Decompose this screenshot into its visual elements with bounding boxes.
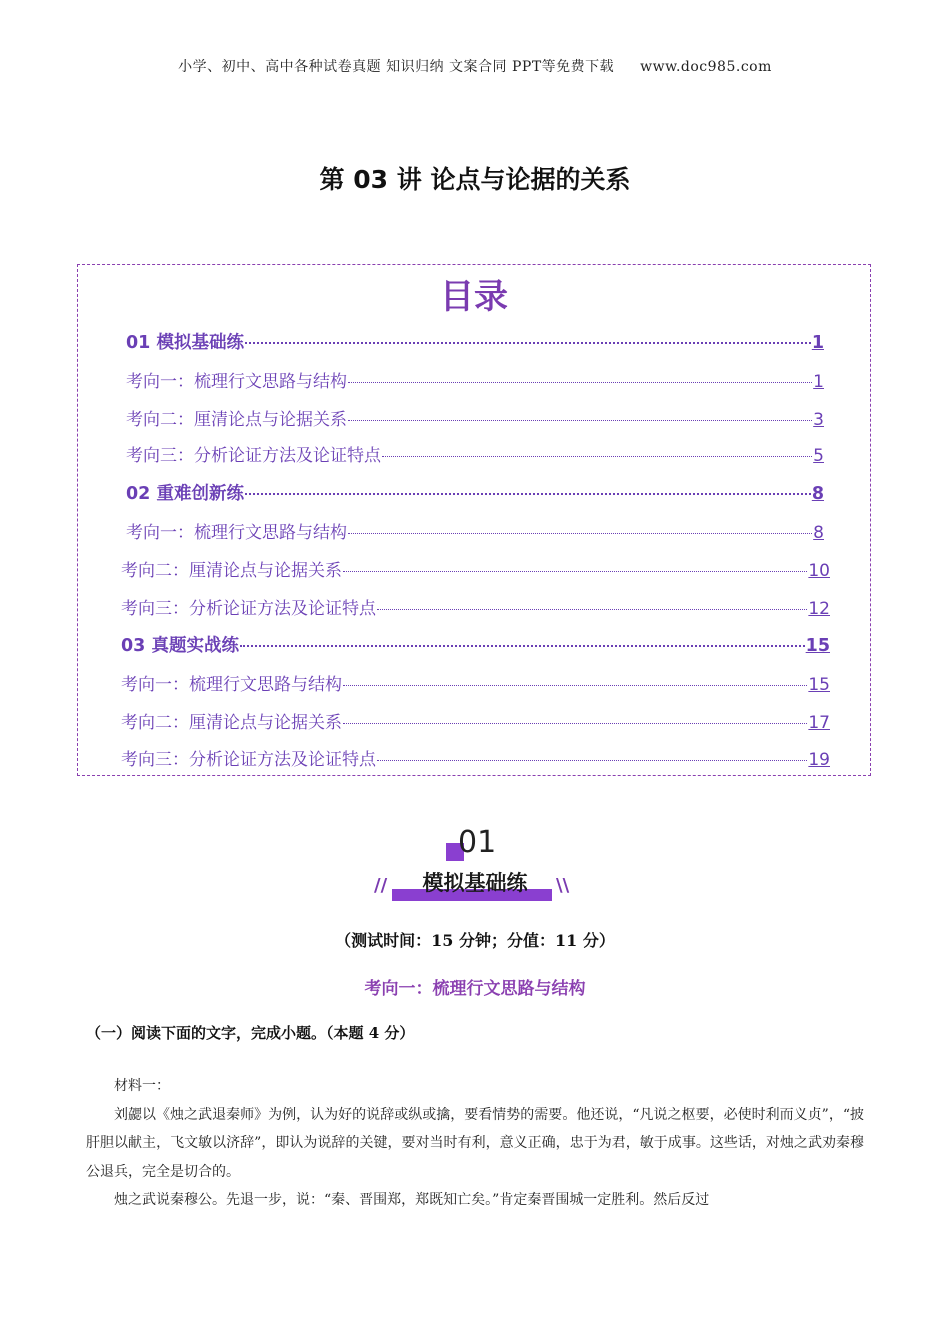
toc-leader bbox=[343, 723, 807, 724]
toc-item[interactable] bbox=[126, 405, 824, 430]
header-text: 小学、初中、高中各种试卷真题 知识归纳 文案合同 PPT等免费下载 bbox=[178, 59, 615, 75]
toc-item[interactable] bbox=[126, 518, 824, 543]
passage-paragraph: 烛之武说秦穆公。先退一步，说：“秦、晋围郑，郑既知亡矣。”肯定秦晋围城一定胜利。然后反过 bbox=[114, 1192, 710, 1209]
toc-label: 03 真题实战练 bbox=[121, 636, 239, 656]
toc-item[interactable] bbox=[121, 556, 830, 581]
subtopic-title: 考向一：梳理行文思路与结构 bbox=[364, 979, 586, 999]
toc-page-number[interactable]: 8 bbox=[811, 484, 824, 504]
section-name: 模拟基础练 bbox=[422, 871, 528, 895]
toc-leader bbox=[348, 382, 812, 383]
toc-page-number[interactable]: 5 bbox=[813, 446, 824, 466]
page-header bbox=[0, 56, 950, 76]
toc-label: 考向三：分析论证方法及论证特点 bbox=[126, 446, 381, 466]
toc-heading: 目录 bbox=[440, 277, 508, 317]
toc-page-number[interactable]: 19 bbox=[808, 750, 830, 770]
table-of-contents bbox=[77, 264, 871, 776]
toc-page-number[interactable]: 15 bbox=[808, 675, 830, 695]
toc-item[interactable] bbox=[121, 594, 830, 619]
toc-section-3[interactable] bbox=[121, 632, 830, 657]
toc-item[interactable] bbox=[121, 708, 830, 733]
toc-leader bbox=[245, 493, 811, 495]
toc-label: 考向二：厘清论点与论据关系 bbox=[121, 713, 342, 733]
toc-section-2[interactable] bbox=[126, 480, 824, 505]
toc-leader bbox=[377, 609, 807, 610]
toc-leader bbox=[348, 533, 812, 534]
question-prompt: （一）阅读下面的文字，完成小题。（本题 4 分） bbox=[86, 1024, 415, 1042]
toc-page-number[interactable]: 17 bbox=[808, 713, 830, 733]
passage-label: 材料一： bbox=[114, 1078, 170, 1094]
page-title: 第 03 讲 论点与论据的关系 bbox=[319, 165, 631, 194]
toc-leader bbox=[377, 760, 807, 761]
toc-page-number[interactable]: 15 bbox=[805, 636, 830, 656]
toc-page-number[interactable]: 10 bbox=[808, 561, 830, 581]
toc-label: 考向二：厘清论点与论据关系 bbox=[126, 410, 347, 430]
toc-item[interactable] bbox=[121, 745, 830, 770]
toc-label: 考向一：梳理行文思路与结构 bbox=[126, 372, 347, 392]
toc-leader bbox=[382, 456, 812, 457]
toc-label: 考向二：厘清论点与论据关系 bbox=[121, 561, 342, 581]
toc-leader bbox=[348, 420, 812, 421]
test-info: （测试时间：15 分钟；分值：11 分） bbox=[335, 931, 615, 950]
toc-page-number[interactable]: 12 bbox=[808, 599, 830, 619]
toc-page-number[interactable]: 1 bbox=[811, 333, 824, 353]
toc-leader bbox=[240, 645, 805, 647]
toc-leader bbox=[245, 342, 811, 344]
reading-passage bbox=[86, 1072, 864, 1215]
toc-section-1[interactable] bbox=[126, 329, 824, 354]
toc-label: 考向一：梳理行文思路与结构 bbox=[121, 675, 342, 695]
toc-leader bbox=[343, 685, 807, 686]
slash-decoration-left: // bbox=[374, 875, 388, 896]
passage-paragraph: 刘勰以《烛之武退秦师》为例，认为好的说辞或纵或擒，要看情势的需要。他还说，“凡说之枢要，必使时利而义贞”，“披肝胆以献主，飞文敏以济辞”，即认为说辞的关键，要对当时有利，意义正确，忠于为君，敏于成事。这些话，对烛之武劝秦穆公退兵，完全是切合的。 bbox=[86, 1106, 864, 1180]
toc-label: 01 模拟基础练 bbox=[126, 333, 244, 353]
toc-item[interactable] bbox=[126, 367, 824, 392]
toc-label: 考向三：分析论证方法及论证特点 bbox=[121, 599, 376, 619]
toc-page-number[interactable]: 3 bbox=[813, 410, 824, 430]
section-number: 01 bbox=[458, 825, 497, 860]
toc-label: 02 重难创新练 bbox=[126, 484, 244, 504]
toc-label: 考向一：梳理行文思路与结构 bbox=[126, 523, 347, 543]
header-url[interactable]: www.doc985.com bbox=[640, 59, 772, 75]
slash-decoration-right: \\ bbox=[556, 875, 570, 896]
toc-item[interactable] bbox=[121, 670, 830, 695]
toc-leader bbox=[343, 571, 807, 572]
toc-page-number[interactable]: 1 bbox=[813, 372, 824, 392]
toc-label: 考向三：分析论证方法及论证特点 bbox=[121, 750, 376, 770]
section-banner bbox=[0, 825, 950, 905]
toc-item[interactable] bbox=[126, 441, 824, 466]
toc-page-number[interactable]: 8 bbox=[813, 523, 824, 543]
